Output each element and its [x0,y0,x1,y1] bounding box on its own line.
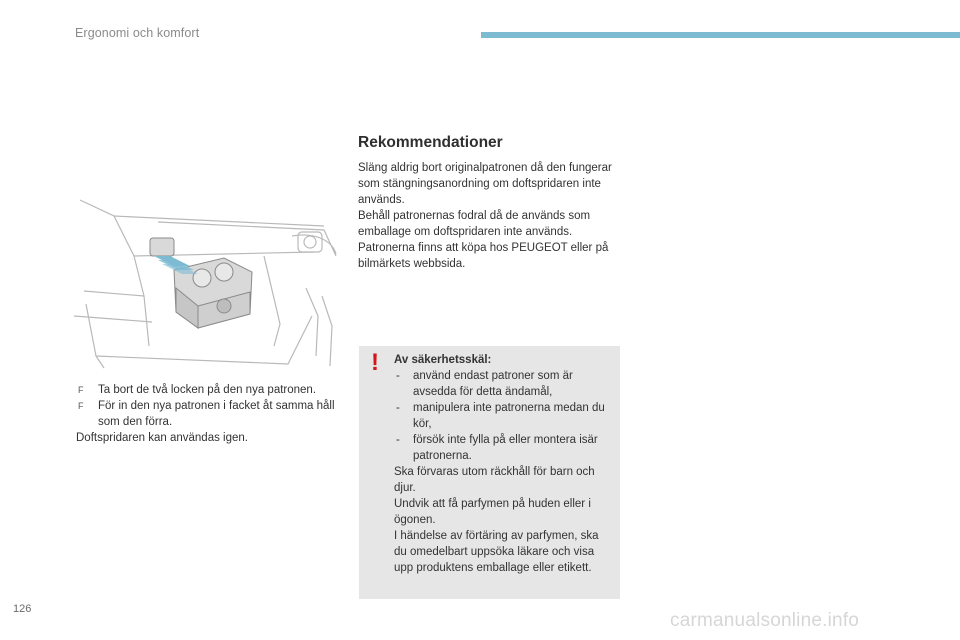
warning-item: - manipulera inte patronerna medan du kör, [396,402,605,430]
exclamation-icon: ! [371,349,379,376]
recommendations-title: Rekommendationer [358,134,503,151]
section-title: Ergonomi och komfort [75,26,200,40]
page-number: 126 [13,603,32,615]
recommendations-section [358,134,620,272]
warning-item: - använd endast patroner som är avsedda för detta ändamål, [396,370,573,398]
warning-item: - försök inte fylla på eller montera isär patronerna. [396,434,598,462]
warning-paragraph: Ska förvaras utom räckhåll för barn och djur. [394,466,595,494]
warning-title: Av säkerhetsskäl: [394,354,492,366]
glovebox-cartridge-illustration [74,196,338,372]
watermark: carmanualsonline.info [670,610,860,631]
warning-paragraph: Undvik att få parfymen på huden eller i ögonen. [394,498,591,526]
instructions [76,382,346,446]
instruction-closing: Doftspridaren kan användas igen. [76,432,248,444]
safety-warning-box [359,346,620,599]
instruction-step: F För in den nya patronen i facket åt samma håll som den förra. [78,400,335,428]
instruction-step: F Ta bort de två locken på den nya patronen. [78,384,317,396]
warning-text [394,352,614,576]
recommendation-paragraph: Behåll patronernas fodral då de används som emballage om doftspridaren inte används. [358,210,591,238]
warning-paragraph: I händelse av förtäring av parfymen, ska du omedelbart uppsöka läkare och visa upp produktens emballage eller etikett. [394,530,599,574]
bullet-marker: F [78,385,84,395]
bullet-marker: F [78,401,84,411]
recommendation-paragraph: Släng aldrig bort originalpatronen då den fungerar som stängningsanordning om doftspridaren inte används. [358,162,612,206]
header-accent-bar [481,32,960,38]
recommendation-paragraph: Patronerna finns att köpa hos PEUGEOT eller på bilmärkets webbsida. [358,242,609,270]
